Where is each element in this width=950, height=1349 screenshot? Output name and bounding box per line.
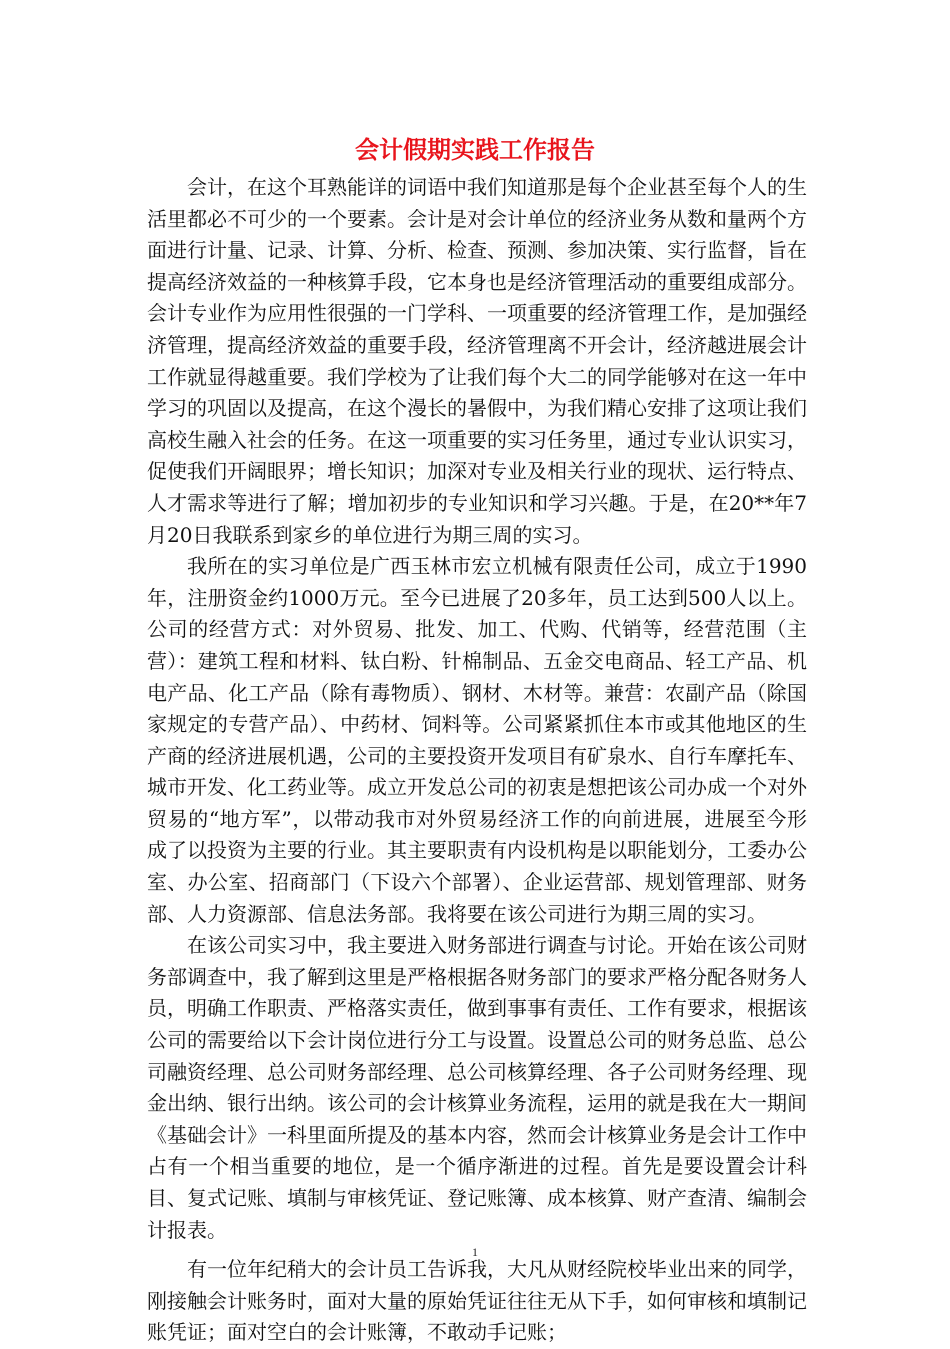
- paragraph-accountant-advice: 有一位年纪稍大的会计员工告诉我，大凡从财经院校毕业出来的同学，刚接触会计账务时，面对大量的原始凭证往往无从下手，如何审核和填制记账凭证；面对空白的会计账簿，不敢动手记账；: [147, 1257, 807, 1345]
- paragraph-company: 我所在的实习单位是广西玉林市宏立机械有限责任公司，成立于1990年，注册资金约1000万元。至今已进展了20多年，员工达到500人以上。公司的经营方式：对外贸易、批发、加工、代购、代销等，经营范围（主营）：建筑工程和材料、钛白粉、针棉制品、五金交电商品、轻工产品、机电产品、化工产品（除有毒物质）、钢材、木材等。兼营：农副产品（除国家规定的专营产品）、中药材、饲料等。公司紧紧抓住本市或其他地区的生产商的经济进展机遇，公司的主要投资开发项目有矿泉水、自行车摩托车、城市开发、化工药业等。成立开发总公司的初衷是想把该公司办成一个对外贸易的“地方军”，以带动我市对外贸易经济工作的向前进展，进展至今形成了以投资为主要的行业。其主要职责有内设机构是以职能划分，工委办公室、办公室、招商部门（下设六个部署）、企业运营部、规划管理部、财务部、人力资源部、信息法务部。我将要在该公司进行为期三周的实习。: [147, 554, 807, 926]
- paragraph-intro: 会计，在这个耳熟能详的词语中我们知道那是每个企业甚至每个人的生活里都必不可少的一个要素。会计是对会计单位的经济业务从数和量两个方面进行计量、记录、计算、分析、检查、预测、参加决策、实行监督，旨在提高经济效益的一种核算手段，它本身也是经济管理活动的重要组成部分。会计专业作为应用性很强的一门学科、一项重要的经济管理工作，是加强经济管理，提高经济效益的重要手段，经济管理离不开会计，经济越进展会计工作就显得越重要。我们学校为了让我们每个大二的同学能够对在这一年中学习的巩固以及提高，在这个漫长的暑假中，为我们精心安排了这项让我们高校生融入社会的任务。在这一项重要的实习任务里，通过专业认识实习，促使我们开阔眼界；增长知识；加深对专业及相关行业的现状、运行特点、人才需求等进行了解；增加初步的专业知识和学习兴趣。于是，在20**年7月20日我联系到家乡的单位进行为期三周的实习。: [147, 175, 807, 547]
- paragraph-finance-department: 在该公司实习中，我主要进入财务部进行调查与讨论。开始在该公司财务部调查中，我了解到这里是严格根据各财务部门的要求严格分配各财务人员，明确工作职责、严格落实责任，做到事事有责任、工作有要求，根据该公司的需要给以下会计岗位进行分工与设置。设置总公司的财务总监、总公司融资经理、总公司财务部经理、总公司核算经理、各子公司财务经理、现金出纳、银行出纳。该公司的会计核算业务流程，运用的就是我在大一期间《基础会计》一科里面所提及的基本内容，然而会计核算业务是会计工作中占有一个相当重要的地位，是一个循序渐进的过程。首先是要设置会计科目、复式记账、填制与审核凭证、登记账簿、成本核算、财产查清、编制会计报表。: [147, 933, 807, 1242]
- document-body: [147, 172, 807, 1349]
- page-number: 1: [472, 1245, 478, 1259]
- document-title: 会计假期实践工作报告: [355, 136, 595, 164]
